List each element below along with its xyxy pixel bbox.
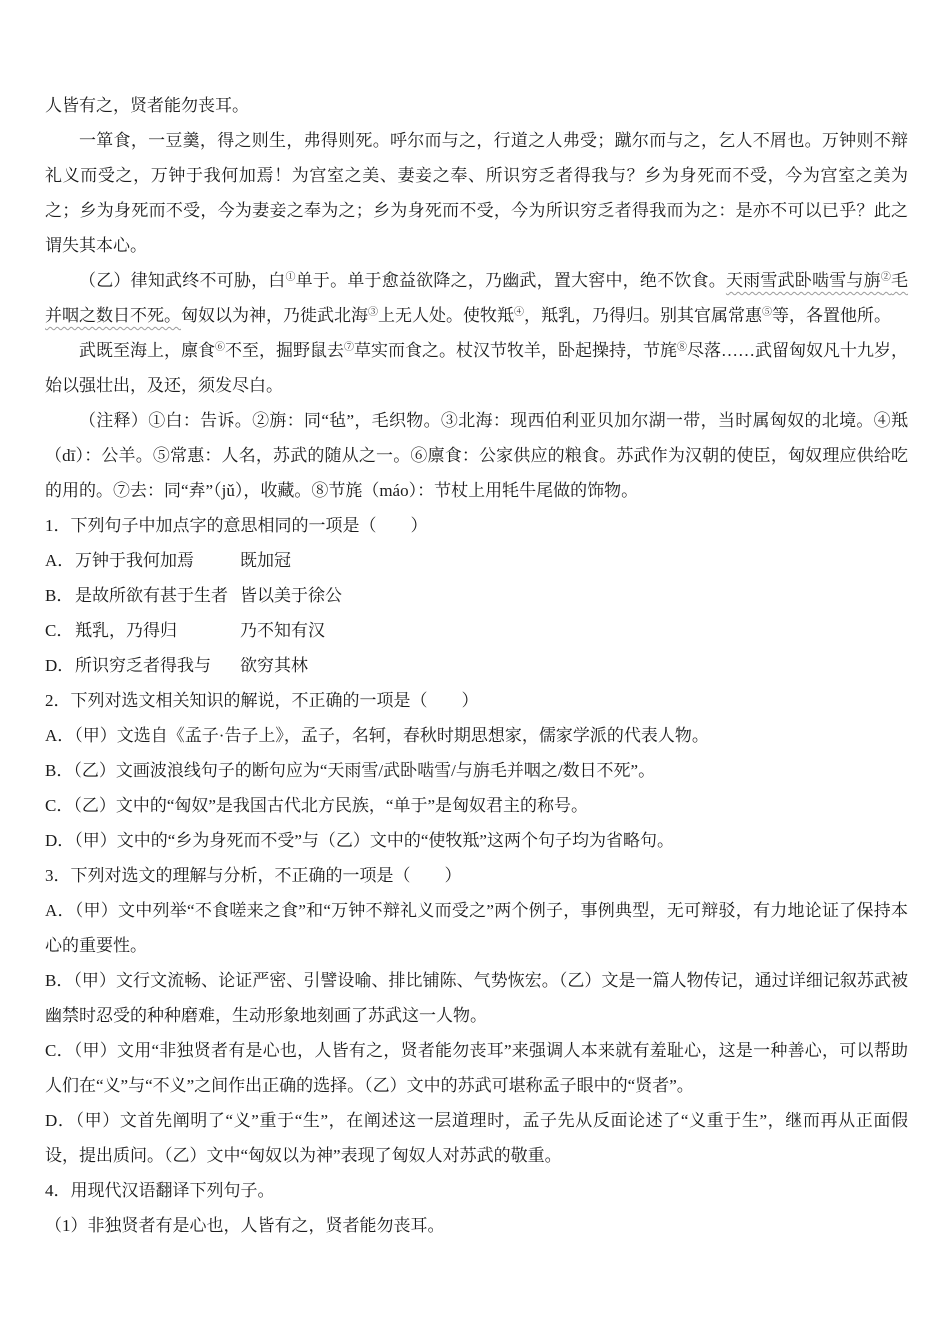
footnote-marker: ④ <box>514 307 524 318</box>
question-1-option-a-label: A． <box>45 551 75 570</box>
dotted-character: 于 <box>177 586 194 605</box>
text-run: A．（甲）文选自《孟子·告子上》，孟子，名轲，春秋时期思想家，儒家学派的代表人物。 <box>45 726 709 745</box>
question-1-option-d-label: D． <box>45 656 75 675</box>
question-3-option-c <box>45 1033 908 1103</box>
question-1-option-a <box>45 543 908 578</box>
text-run: 徐公 <box>308 586 342 605</box>
question-1-stem <box>45 508 908 543</box>
text-run: A．（甲）文中列举“不食嗟来之食”和“万钟不辩礼义而受之”两个例子，事例典型，无可辩驳，有力地论证了保持本心的重要性。 <box>45 901 908 955</box>
text-run: 生者 <box>194 586 228 605</box>
text-run: B．（甲）文行文流畅、论证严密、引譬设喻、排比铺陈、气势恢宏。（乙）文是一篇人物传记，通过详细记叙苏武被幽禁时忍受的种种磨难，生动形象地刻画了苏武这一人物。 <box>45 971 908 1025</box>
text-run: D．（甲）文中的“乡为身死而不受”与（乙）文中的“使牧羝”这两个句子均为省略句。 <box>45 831 674 850</box>
question-3-option-b <box>45 963 908 1033</box>
text-run: （1）非独贤者有是心也，人皆有之，贤者能勿丧耳。 <box>45 1216 445 1235</box>
text-run: 毛并咽之数日不死。 <box>45 271 909 325</box>
text-run: （乙）律知武终不可胁，白 <box>79 271 286 290</box>
question-1-option-c-right-phrase <box>240 621 325 640</box>
text-run: 是故所欲有甚 <box>75 586 177 605</box>
text-run: 焉 <box>177 551 194 570</box>
document-body <box>45 88 908 1243</box>
dotted-character: 乃 <box>126 621 143 640</box>
question-3-stem <box>45 858 908 893</box>
text-run: D．（甲）文首先阐明了“义”重于“生”，在阐述这一层道理时，孟子先从反面论述了“义重于生”，继而再从正面假设，提出质问。（乙）文中“匈奴以为神”表现了匈奴人对苏武的敬重。 <box>45 1111 908 1165</box>
text-run: 一箪食，一豆羹，得之则生，弗得则死。呼尔而与之，行道之人弗受；蹴尔而与之，乞人不屑也。万钟则不辩礼义而受之，万钟于我何加焉！为宫室之美、妻妾之奉、所识穷乏者得我与？乡为身死而不受，今为宫室之美为之；乡为身死而不受，今为妻妾之奉为之；乡为身死而不受，今为所识穷乏者得我而为之：是亦不可以已乎？此之谓失其本心。 <box>45 131 908 255</box>
passage-yi-paragraph-1 <box>45 263 908 333</box>
question-1-option-a-left-phrase <box>75 543 240 578</box>
text-run: 所识 <box>75 656 109 675</box>
dotted-character: 穷 <box>109 656 126 675</box>
question-1-option-d-left-phrase <box>75 648 240 683</box>
text-run: 人皆有之，贤者能勿丧耳。 <box>45 96 249 115</box>
text-run: 尽落……武留匈奴凡十九岁，始以强壮出，及还，须发尽白。 <box>45 341 908 395</box>
question-1-option-a-right-phrase <box>240 551 291 570</box>
text-run: 天雨雪武卧啮雪与旃 <box>725 271 881 290</box>
text-run: C．（甲）文用“非独贤者有是心也，人皆有之，贤者能勿丧耳”来强调人本来就有羞耻心，这是一种善心，可以帮助人们在“义”与“不义”之间作出正确的选择。（乙）文中的苏武可堪称孟子眼中的“贤者”。 <box>45 1041 908 1095</box>
question-1-option-b-label: B． <box>45 586 74 605</box>
text-run: 得归 <box>143 621 177 640</box>
footnote-marker: ① <box>285 272 296 283</box>
footnote-marker: ⑤ <box>762 307 772 318</box>
question-3-option-a <box>45 893 908 963</box>
footnote-marker: ⑦ <box>344 342 354 353</box>
question-1-option-d-right-phrase <box>240 656 308 675</box>
dotted-character: 于 <box>291 586 308 605</box>
text-run: 不知有汉 <box>257 621 325 640</box>
question-1-option-c <box>45 613 908 648</box>
question-1-option-c-left-phrase <box>75 613 240 648</box>
question-1-option-d <box>45 648 908 683</box>
footnote-marker: ② <box>880 272 892 283</box>
question-1-option-c-label: C． <box>45 621 74 640</box>
dotted-character: 加 <box>160 551 177 570</box>
text-run: C．（乙）文中的“匈奴”是我国古代北方民族，“单于”是匈奴君主的称号。 <box>45 796 589 815</box>
footnote-marker: ⑥ <box>215 342 225 353</box>
passage-yi-paragraph-2 <box>45 333 908 403</box>
text-run: 上无人处。使牧羝 <box>378 306 514 325</box>
text-run: 等，各置他所。 <box>772 306 891 325</box>
text-run: 羝乳， <box>75 621 126 640</box>
text-run: 1．下列句子中加点字的意思相同的一项是（ ） <box>45 516 428 535</box>
passage-jia-paragraph <box>45 123 908 263</box>
text-run: 3．下列对选文的理解与分析，不正确的一项是（ ） <box>45 866 462 885</box>
text-run: 欲 <box>240 656 257 675</box>
text-run: 万钟于我何 <box>75 551 160 570</box>
question-4-stem <box>45 1173 908 1208</box>
text-run: （注释）①白：告诉。②旃：同“毡”，毛织物。③北海：现西伯利亚贝加尔湖一带，当时属匈奴的北境。④羝（dī）：公羊。⑤常惠：人名，苏武的随从之一。⑥廪食：公家供应的粮食。苏武作为汉朝的使臣，匈奴理应供给吃的用的。⑦去：同“弆”（jǔ），收藏。⑧节旄（máo）：节杖上用牦牛尾做的饰物。 <box>45 411 908 500</box>
text-run: B．（乙）文画波浪线句子的断句应为“天雨雪/武卧啮雪/与旃毛并咽之/数日不死”。 <box>45 761 656 780</box>
footnote-marker: ⑧ <box>677 342 687 353</box>
text-run: 其林 <box>274 656 308 675</box>
text-run: 2．下列对选文相关知识的解说，不正确的一项是（ ） <box>45 691 479 710</box>
dotted-character: 加 <box>257 551 274 570</box>
question-2-option-b <box>45 753 908 788</box>
text-run: 草实而食之。杖汉节牧羊，卧起操持，节旄 <box>354 341 677 360</box>
question-1-option-b-right-phrase <box>240 586 342 605</box>
text-run: 4．用现代汉语翻译下列句子。 <box>45 1181 275 1200</box>
question-3-option-d <box>45 1103 908 1173</box>
dotted-character: 乃 <box>240 621 257 640</box>
question-2-option-d <box>45 823 908 858</box>
text-run: 匈奴以为神，乃徙武北海 <box>181 306 368 325</box>
question-4-sub-1 <box>45 1208 908 1243</box>
text-run: 既 <box>240 551 257 570</box>
footnote-marker: ③ <box>368 307 378 318</box>
question-2-option-c <box>45 788 908 823</box>
text-run: 皆以美 <box>240 586 291 605</box>
question-1-option-b <box>45 578 908 613</box>
text-run: 乏者得我与 <box>126 656 211 675</box>
text-run: 不至，掘野鼠去 <box>225 341 344 360</box>
annotations-paragraph <box>45 403 908 508</box>
text-run: 冠 <box>274 551 291 570</box>
text-run: 单于。单于愈益欲降之，乃幽武，置大窖中，绝不饮食。 <box>295 271 726 290</box>
text-run: 武既至海上，廪食 <box>79 341 215 360</box>
question-2-option-a <box>45 718 908 753</box>
passage-jia-continuation-line <box>45 88 908 123</box>
question-1-option-b-left-phrase <box>75 578 240 613</box>
dotted-character: 穷 <box>257 656 274 675</box>
question-2-stem <box>45 683 908 718</box>
text-run: ，羝乳，乃得归。别其官属常惠 <box>524 306 762 325</box>
